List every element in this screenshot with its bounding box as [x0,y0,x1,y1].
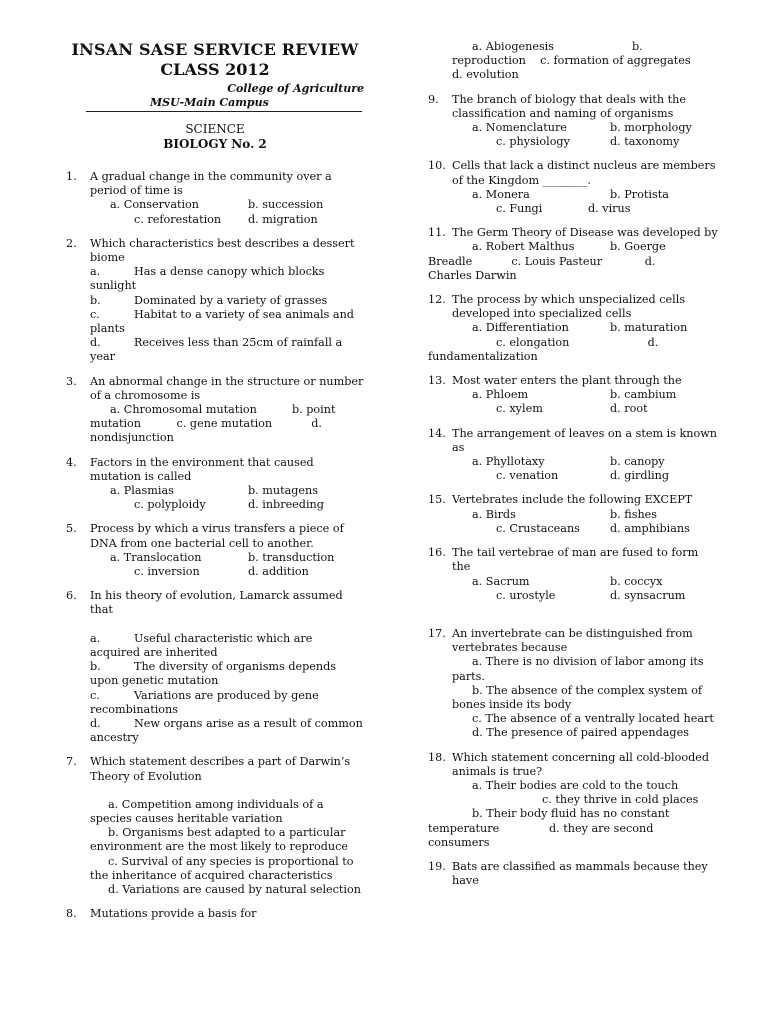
options-line: Breadle c. Louis Pasteur d. [428,254,656,268]
option-b: b. The absence of the complex system of bones inside its body [452,683,703,711]
question-text: Bats are classified as mammals because they have [452,859,708,888]
options-line: consumers [428,835,490,849]
option-d: d. root [610,402,648,416]
option-b: b. canopy [610,455,665,469]
question-number: 17. [428,626,446,640]
question-9 [428,93,720,121]
option-b: b. cambium [610,388,677,402]
question-text: The process by which unspecialized cells developed into specialized cells [452,293,686,321]
option-b: b. Protista [610,187,669,201]
option-b: b. maturation [610,321,688,335]
question-19 [428,860,720,888]
option-c: c. The absence of a ventrally located heart [472,712,714,726]
option-b: b. Goerge [610,240,666,254]
question-text: Vertebrates include the following EXCEPT [452,493,693,507]
option-c: c. Variations are produced by gene recombinations [90,688,319,716]
options-line: c. elongation d. [496,335,659,349]
option-a: a. Useful characteristic which are acquired are inherited [90,631,313,659]
question-text: An abnormal change in the structure or number of a chromosome is [90,374,364,402]
option-b: b. coccyx [610,574,663,588]
question-number: 16. [428,546,446,560]
question-text: Cells that lack a distinct nucleus are members of the Kingdom ________. [452,159,716,187]
option-a: a. Abiogenesis [472,40,555,53]
question-12 [428,293,720,321]
question-14 [428,427,720,455]
option-d: d. girdling [610,469,670,483]
question-3 [66,375,364,403]
class-line: CLASS 2012 [160,60,270,79]
option-c: c. polyploidy [134,498,206,512]
question-number: 12. [428,293,446,307]
option-a: a. Sacrum [472,574,530,588]
option-c: c. Fungi [496,202,543,216]
question-number: 2. [66,236,77,250]
option-d: d. migration [248,212,318,226]
question-4 [66,456,364,484]
option-b: b. Dominated by a variety of grasses [90,293,328,307]
option-c: c. Habitat to a variety of sea animals and plants [90,307,354,336]
option-c: c. inversion [134,565,200,579]
option-d: d. The presence of paired appendages [472,726,689,740]
option-b: b. Organisms best adapted to a particular environment are the most likely to reproduce [90,826,348,854]
option-b: b. point [292,403,336,417]
question-number: 8. [66,907,77,921]
option-d: d. New organs arise as a result of common ancestry [90,716,363,745]
options-line: Charles Darwin [428,268,517,282]
question-text: The arrangement of leaves on a stem is known as [452,426,718,454]
option-a: a. Differentiation [472,321,569,335]
option-b: b. mutagens [248,484,318,498]
option-a: a. Conservation [110,198,199,212]
option-a: a. Birds [472,507,516,521]
exam-title: INSAN SASE SERVICE REVIEW [71,40,359,59]
option-b: b. succession [248,198,324,212]
college-name: College of Agriculture [227,82,364,95]
question-text: A gradual change in the community over a period of time is [90,170,332,198]
header [66,40,364,80]
options-line: nondisjunction [90,431,174,445]
header-divider [86,111,362,112]
question-number: 10. [428,159,446,173]
question-8-options [428,40,720,83]
options-line: reproduction c. formation of aggregates [452,54,691,68]
option-b: b. [632,40,643,53]
question-text: Which statement concerning all cold-blooded animals is true? [452,750,710,778]
question-text: The Germ Theory of Disease was developed by [452,226,718,240]
options-line: temperature d. they are second [428,821,654,835]
option-a: a. Translocation [110,550,202,564]
option-d: d. amphibians [610,521,690,535]
option-c: c. physiology [496,135,570,149]
option-c: c. xylem [496,402,543,416]
question-text: Factors in the environment that caused mutation is called [90,455,314,483]
question-11 [428,226,720,240]
options-line: d. evolution [452,68,519,82]
question-number: 14. [428,426,446,440]
question-number: 3. [66,374,77,388]
campus-name: MSU-Main Campus [150,96,269,109]
option-a: a. There is no division of labor among its parts. [452,655,704,683]
question-5 [66,522,364,550]
option-d: d. taxonomy [610,135,680,149]
question-number: 19. [428,859,446,873]
question-number: 9. [428,92,439,106]
option-c: c. Survival of any species is proportional to the inheritance of acquired characteristics [90,854,354,882]
subject-label: SCIENCE [185,122,245,136]
question-number: 18. [428,750,446,764]
question-number: 7. [66,755,77,769]
option-a: a. Robert Malthus [472,240,575,254]
question-text: The branch of biology that deals with the classification and naming of organisms [452,92,686,120]
question-number: 1. [66,170,77,183]
question-text: The tail vertebrae of man are fused to form the [452,546,699,574]
option-c: c. venation [496,469,559,483]
question-text: Mutations provide a basis for [90,907,257,921]
question-7 [66,755,364,783]
option-d: d. synsacrum [610,588,686,602]
option-a: a. Phloem [472,388,529,402]
question-13 [428,374,720,388]
question-number: 15. [428,493,446,507]
question-number: 4. [66,455,77,469]
option-a: a. Chromosomal mutation [110,403,257,417]
option-c: c. they thrive in cold places [542,793,699,807]
question-number: 13. [428,374,446,388]
option-a: a. Nomenclature [472,121,567,135]
question-6 [66,589,364,617]
options-line: mutation c. gene mutation d. [90,417,322,431]
options-line: fundamentalization [428,349,538,363]
question-text: Process by which a virus transfers a piece of DNA from one bacterial cell to another. [90,522,344,550]
question-15 [428,493,720,507]
question-text: An invertebrate can be distinguished from vertebrates because [452,626,693,655]
question-text: Which statement describes a part of Darwin’s Theory of Evolution [90,755,351,783]
question-2 [66,237,364,265]
question-number: 11. [428,226,446,240]
question-number: 6. [66,589,77,603]
option-a: a. Has a dense canopy which blocks sunlight [90,265,325,293]
question-17 [428,627,720,655]
option-a: a. Monera [472,187,530,201]
question-text: Most water enters the plant through the [452,374,682,388]
option-d: d. virus [588,202,631,216]
question-16 [428,546,720,574]
option-b: b. The diversity of organisms depends upon genetic mutation [90,660,337,688]
option-c: c. Crustaceans [496,521,580,535]
option-d: d. Receives less than 25cm of rainfall a year [90,336,343,364]
option-c: c. reforestation [134,212,222,226]
question-18 [428,751,720,779]
option-b: b. transduction [248,550,335,564]
option-d: d. Variations are caused by natural selection [108,882,361,896]
question-8 [66,907,364,921]
option-a: a. Competition among individuals of a species causes heritable variation [90,797,324,825]
right-column [428,0,720,888]
question-text: In his theory of evolution, Lamarck assumed that [90,589,343,617]
option-d: d. inbreeding [248,498,324,512]
option-b: b. morphology [610,121,692,135]
section-label: BIOLOGY No. 2 [163,137,267,151]
question-number: 5. [66,522,77,536]
option-a: a. Plasmias [110,484,174,498]
question-text: Which characteristics best describes a dessert biome [90,236,355,265]
option-b: b. fishes [610,507,658,521]
option-b: b. Their body fluid has no constant [472,807,670,821]
option-a: a. Phyllotaxy [472,455,545,469]
left-column [66,0,364,921]
question-1 [66,170,364,198]
option-a: a. Their bodies are cold to the touch [472,778,679,792]
option-d: d. addition [248,565,309,579]
question-10 [428,159,720,187]
option-c: c. urostyle [496,588,556,602]
